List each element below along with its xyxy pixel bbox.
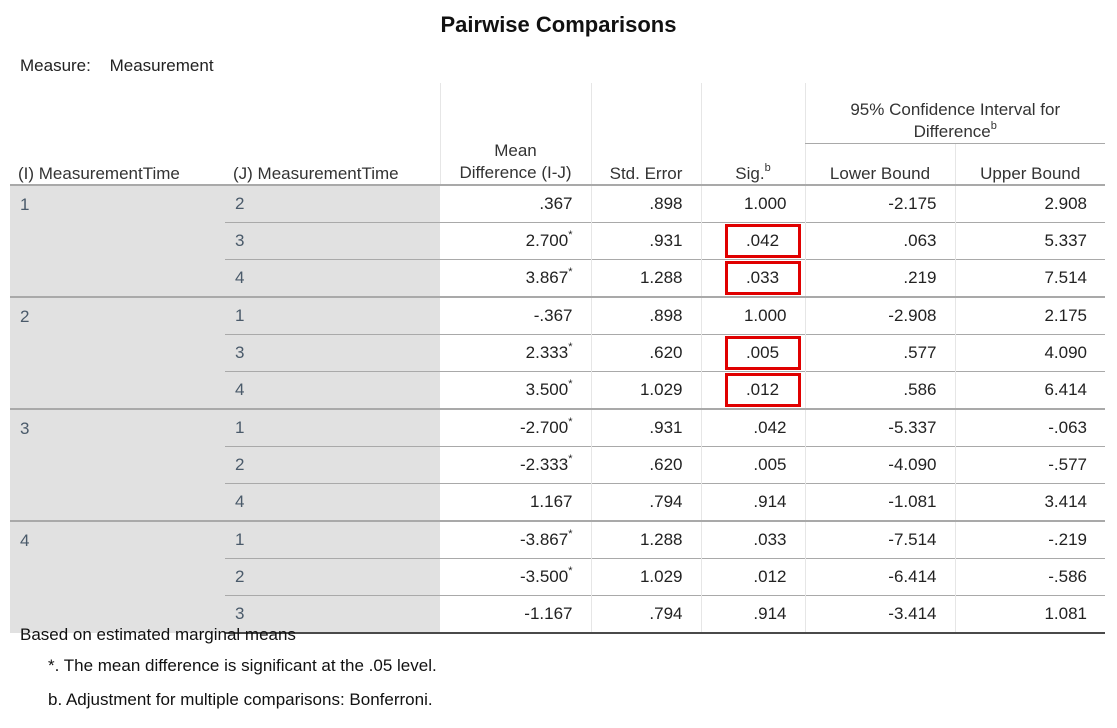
row-label-j: 3	[225, 595, 440, 633]
cell-upper-bound: -.219	[955, 521, 1105, 559]
cell-upper-bound: 3.414	[955, 483, 1105, 521]
cell-sig: .914	[701, 483, 805, 521]
row-label-j: 1	[225, 297, 440, 335]
significance-star: *	[568, 265, 573, 278]
row-label-j: 2	[225, 185, 440, 223]
cell-sig	[701, 259, 805, 297]
footnote-bonferroni: b. Adjustment for multiple comparisons: Bonferroni.	[48, 690, 433, 709]
cell-std-error: 1.288	[591, 521, 701, 559]
cell-mean-difference: 3.500*	[440, 371, 591, 409]
cell-sig: 1.000	[701, 297, 805, 335]
significance-star: *	[568, 452, 573, 465]
cell-mean-difference: -2.333*	[440, 446, 591, 483]
cell-lower-bound: -3.414	[805, 595, 955, 633]
cell-sig: .005	[701, 446, 805, 483]
cell-std-error: 1.029	[591, 558, 701, 595]
row-label-j: 2	[225, 446, 440, 483]
header-sig: Sig.$^b$	[701, 83, 805, 185]
row-label-i: 2	[10, 297, 225, 409]
cell-upper-bound: 2.175	[955, 297, 1105, 335]
cell-lower-bound: -7.514	[805, 521, 955, 559]
cell-std-error: .931	[591, 409, 701, 447]
significance-star: *	[568, 415, 573, 428]
cell-std-error: .620	[591, 446, 701, 483]
row-label-j: 4	[225, 259, 440, 297]
cell-upper-bound: 7.514	[955, 259, 1105, 297]
row-label-j: 3	[225, 334, 440, 371]
cell-sig: .012	[701, 558, 805, 595]
significance-star: *	[568, 228, 573, 241]
cell-std-error: .794	[591, 483, 701, 521]
cell-std-error: .898	[591, 297, 701, 335]
cell-upper-bound: 6.414	[955, 371, 1105, 409]
header-i-measurement-time: (I) MeasurementTime	[18, 163, 180, 183]
significance-star: *	[568, 527, 573, 540]
cell-lower-bound: -4.090	[805, 446, 955, 483]
cell-upper-bound: -.586	[955, 558, 1105, 595]
cell-lower-bound: -1.081	[805, 483, 955, 521]
cell-std-error: .931	[591, 222, 701, 259]
cell-mean-difference: -3.500*	[440, 558, 591, 595]
header-ci-footnote: b	[990, 119, 997, 132]
cell-sig	[701, 371, 805, 409]
significance-star: *	[568, 377, 573, 390]
cell-mean-difference: 3.867*	[440, 259, 591, 297]
cell-lower-bound: .063	[805, 222, 955, 259]
header-upper-bound: Upper Bound	[955, 143, 1105, 185]
cell-lower-bound: .586	[805, 371, 955, 409]
cell-upper-bound: 1.081	[955, 595, 1105, 633]
header-confidence-interval: 95% Confidence Interval for Difference$^b$	[805, 83, 1105, 143]
row-label-i: 1	[10, 185, 225, 297]
cell-upper-bound: 2.908	[955, 185, 1105, 223]
sig-highlight-box: .042	[725, 224, 801, 258]
cell-mean-difference: 1.167	[440, 483, 591, 521]
cell-mean-difference: -.367	[440, 297, 591, 335]
cell-std-error: 1.288	[591, 259, 701, 297]
cell-mean-difference: -1.167	[440, 595, 591, 633]
measure-value: Measurement	[109, 56, 214, 75]
measure-line	[20, 56, 214, 76]
significance-star: *	[568, 564, 573, 577]
cell-lower-bound: -2.908	[805, 297, 955, 335]
header-sig-footnote: b	[764, 161, 771, 174]
cell-std-error: 1.029	[591, 371, 701, 409]
row-label-j: 3	[225, 222, 440, 259]
row-label-j: 1	[225, 521, 440, 559]
table-row	[10, 521, 1105, 559]
table-row	[10, 297, 1105, 335]
cell-lower-bound: .219	[805, 259, 955, 297]
cell-upper-bound: -.577	[955, 446, 1105, 483]
footnote-significance: *. The mean difference is significant at the .05 level.	[48, 656, 437, 675]
cell-sig: .914	[701, 595, 805, 633]
cell-lower-bound: -6.414	[805, 558, 955, 595]
cell-lower-bound: .577	[805, 334, 955, 371]
table-row	[10, 409, 1105, 447]
cell-mean-difference: -2.700*	[440, 409, 591, 447]
sig-highlight-box: .033	[725, 261, 801, 295]
row-label-i: 4	[10, 521, 225, 633]
row-label-j: 4	[225, 371, 440, 409]
footnote-based-on: Based on estimated marginal means	[20, 625, 296, 644]
cell-sig: .033	[701, 521, 805, 559]
header-j-measurement-time: (J) MeasurementTime	[233, 163, 399, 183]
row-label-j: 4	[225, 483, 440, 521]
row-label-i: 3	[10, 409, 225, 521]
header-std-error: Std. Error	[591, 83, 701, 185]
cell-mean-difference: -3.867*	[440, 521, 591, 559]
cell-lower-bound: -5.337	[805, 409, 955, 447]
cell-std-error: .794	[591, 595, 701, 633]
cell-sig	[701, 334, 805, 371]
table-title: Pairwise Comparisons	[440, 12, 677, 37]
cell-upper-bound: 5.337	[955, 222, 1105, 259]
cell-mean-difference: 2.700*	[440, 222, 591, 259]
cell-std-error: .898	[591, 185, 701, 223]
pairwise-comparisons-table	[10, 83, 1105, 634]
significance-star: *	[568, 340, 573, 353]
cell-upper-bound: 4.090	[955, 334, 1105, 371]
header-mean-difference: Mean Difference (I-J)	[440, 83, 591, 185]
cell-mean-difference: 2.333*	[440, 334, 591, 371]
cell-lower-bound: -2.175	[805, 185, 955, 223]
row-label-j: 1	[225, 409, 440, 447]
table-body	[10, 185, 1105, 633]
row-label-j: 2	[225, 558, 440, 595]
cell-sig	[701, 222, 805, 259]
cell-std-error: .620	[591, 334, 701, 371]
cell-sig: .042	[701, 409, 805, 447]
cell-sig: 1.000	[701, 185, 805, 223]
cell-mean-difference: .367	[440, 185, 591, 223]
measure-label: Measure:	[20, 56, 91, 75]
table-row	[10, 185, 1105, 223]
header-lower-bound: Lower Bound	[805, 143, 955, 185]
sig-highlight-box: .005	[725, 336, 801, 370]
sig-highlight-box: .012	[725, 373, 801, 407]
cell-upper-bound: -.063	[955, 409, 1105, 447]
